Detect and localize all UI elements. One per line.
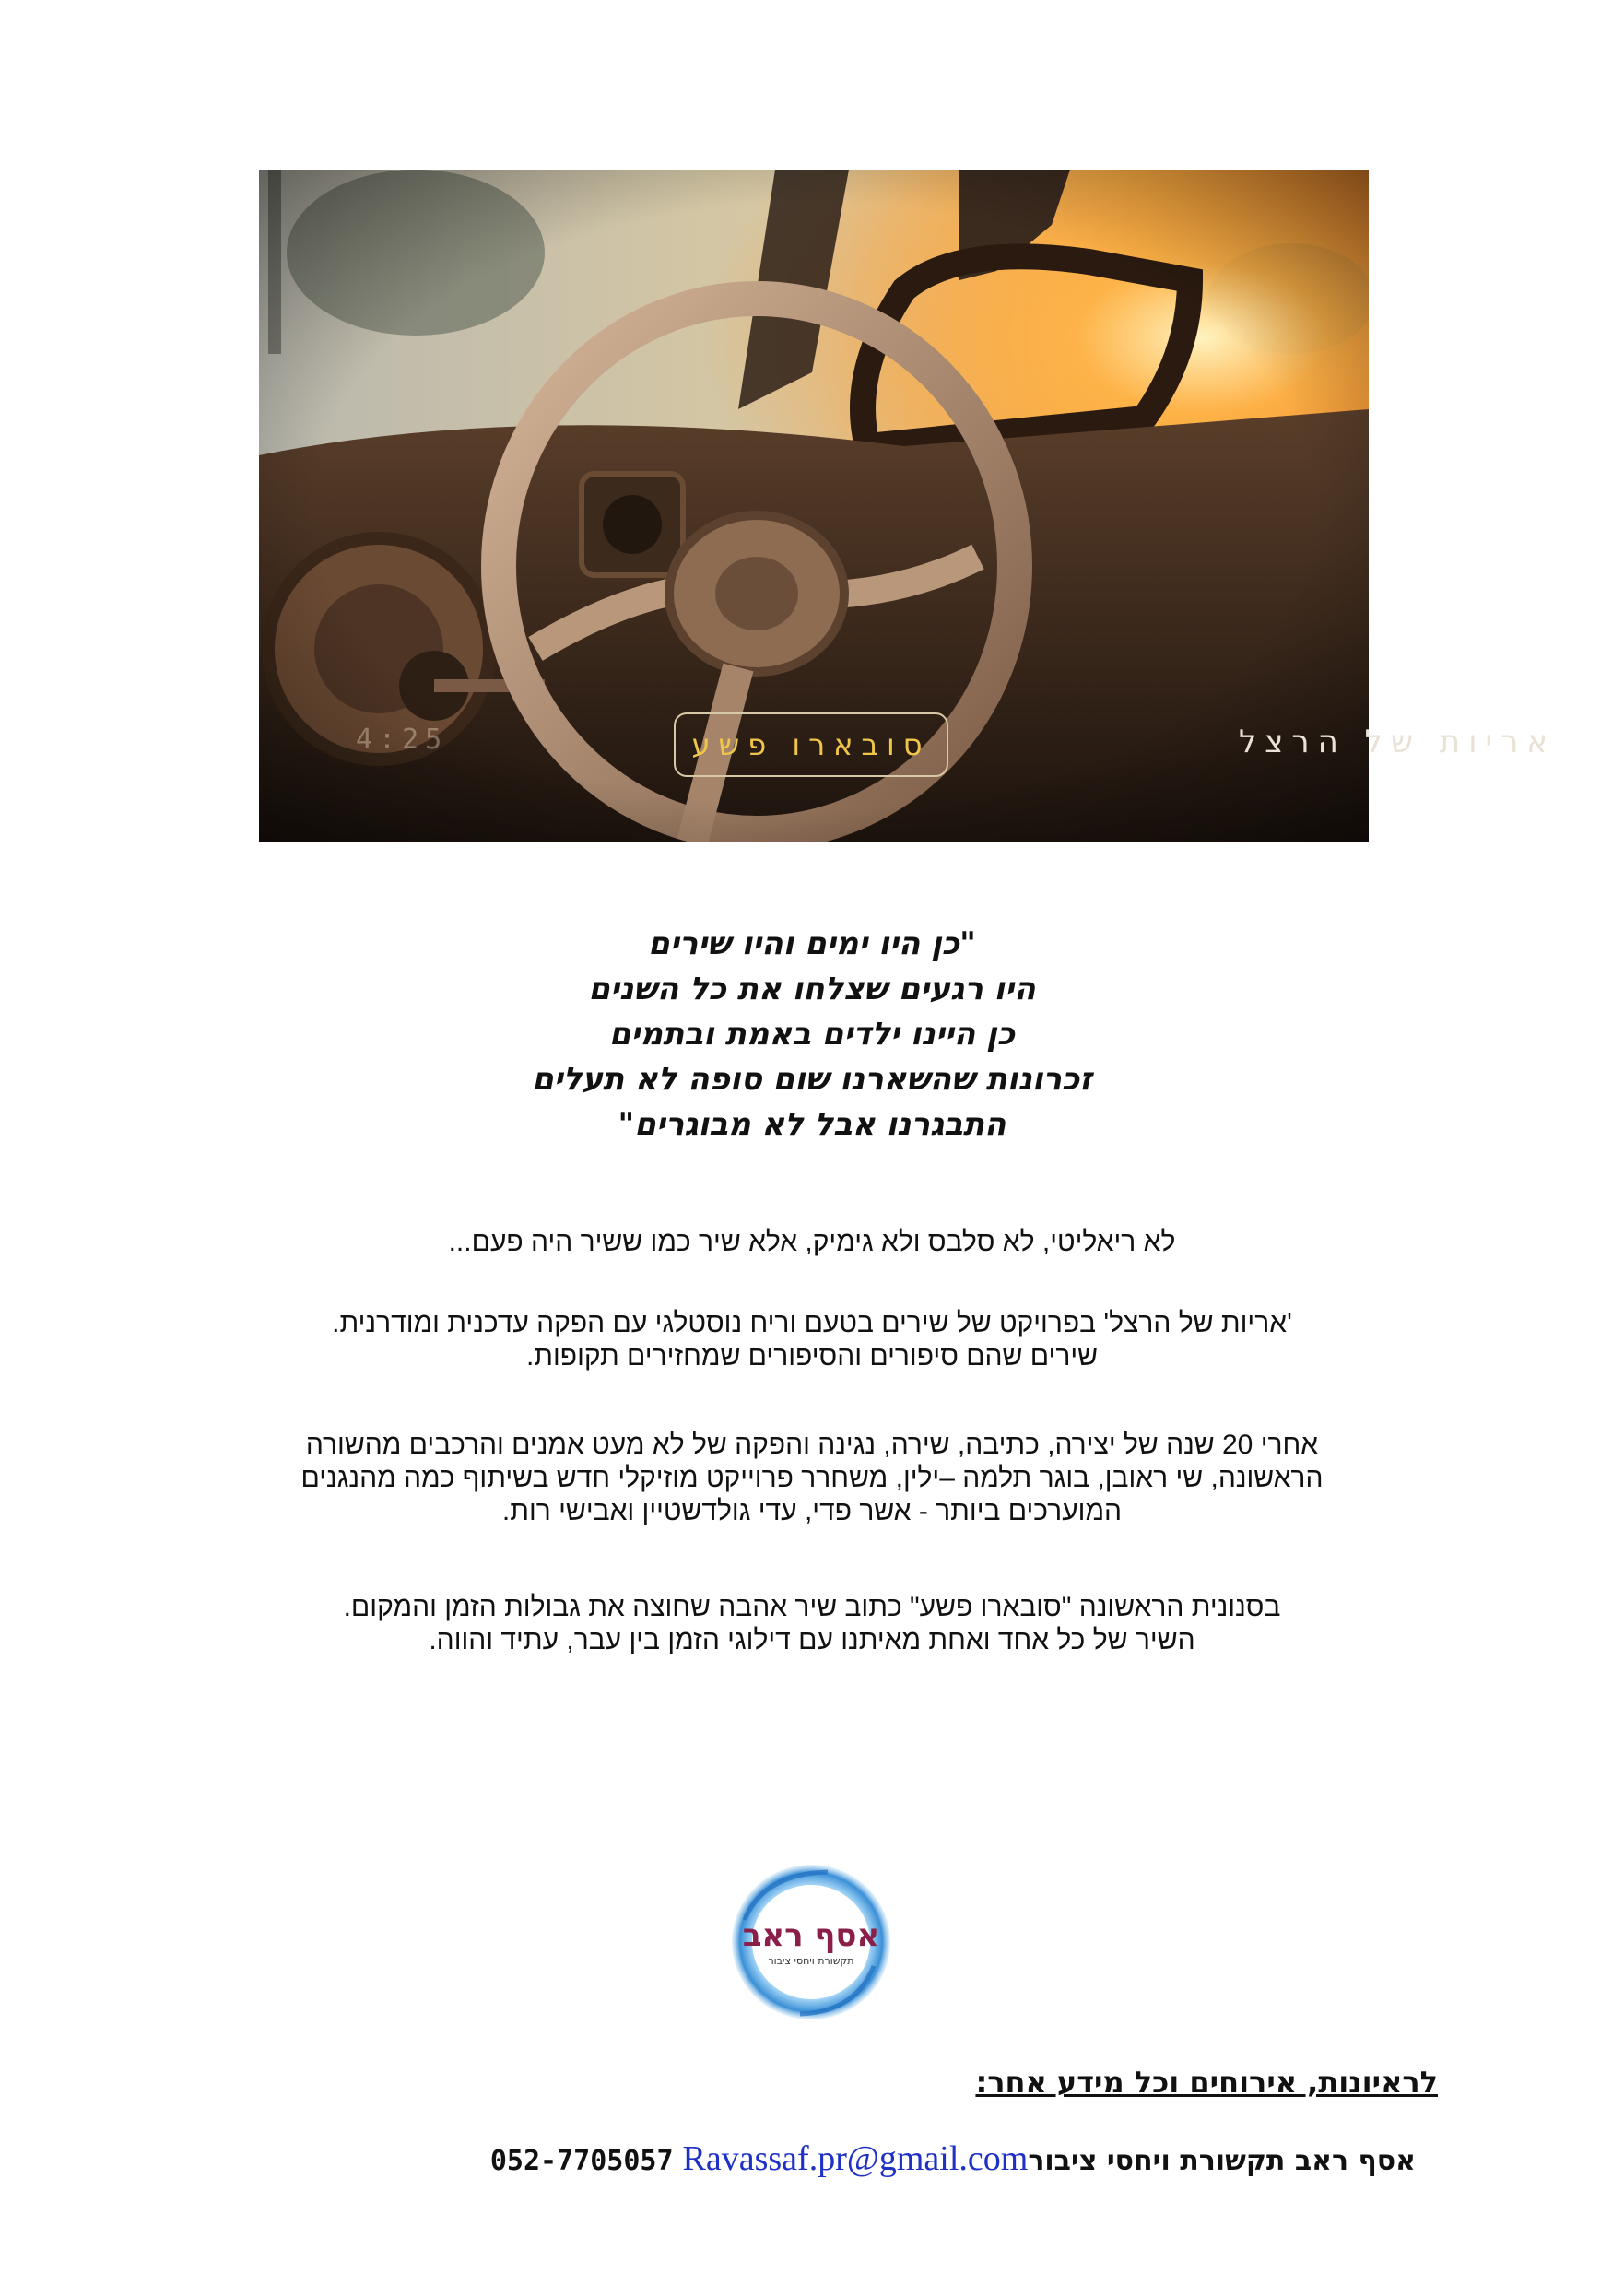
paragraph-intro	[0, 1226, 1624, 1259]
contact-line	[481, 2138, 1416, 2179]
hero-song-title: אריות של הרצל	[1238, 724, 1556, 760]
lyrics-quote	[0, 922, 1624, 1148]
quote-line: זכרונות שהשארנו שום סופה לא תעלים	[532, 1061, 1092, 1098]
logo-tagline: תקשורת ויחסי ציבור	[768, 1955, 854, 1967]
paragraph-line: לא ריאליטי, לא סלבס ולא גימיק, אלא שיר כמו ששיר היה פעם...	[448, 1227, 1176, 1257]
logo-ring-icon	[726, 1855, 896, 2029]
logo-name: אסף ראב	[742, 1917, 880, 1954]
quote-line: "כן היו ימים והיו שירים	[648, 925, 976, 962]
contact-phone[interactable]: 052-7705057	[489, 2145, 674, 2177]
paragraph-line: הראשונה, שי ראובן, בוגר תלמה –ילין, משחרר פרוייקט מוזיקלי חדש בשיתוף כמה מהנגנים	[300, 1463, 1324, 1493]
paragraph-line: שירים שהם סיפורים והסיפורים שמחזירים תקופות.	[525, 1341, 1099, 1372]
quote-line: היו רגעים שצלחו את כל השנים	[588, 971, 1036, 1007]
hero-song-badge	[674, 712, 948, 777]
paragraph-artist	[0, 1429, 1624, 1528]
pr-agency-logo	[726, 1855, 896, 2029]
hero-time-display: 4:25	[356, 724, 449, 756]
quote-line: כן היינו ילדים באמת ובתמים	[608, 1016, 1016, 1053]
hero-badge-label: סובארו פשע	[691, 727, 931, 762]
paragraph-line: בסנונית הראשונה "סובארו פשע" כתוב שיר אהבה שחוצה את גבולות הזמן והמקום.	[343, 1592, 1281, 1622]
paragraph-project	[0, 1307, 1624, 1373]
paragraph-line: השיר של כל אחד ואחת מאיתנו עם דילוגי הזמן בין עבר, עתיד והווה.	[429, 1625, 1195, 1655]
paragraph-line: המוערכים ביותר - אשר פדי, עדי גולדשטיין ואבישי רות.	[501, 1496, 1123, 1526]
paragraph-single	[0, 1591, 1624, 1657]
paragraph-line: 'אריות של הרצל' בפרויקט של שירים בטעם וריח נוסטלגי עם הפקה עדכנית ומודרנית.	[332, 1308, 1292, 1338]
contact-email-link[interactable]: Ravassaf.pr@gmail.com	[682, 2139, 1029, 2178]
paragraph-line: אחרי 20 שנה של יצירה, כתיבה, שירה, נגינה והפקה של לא מעט אמנים והרכבים מהשורה	[305, 1430, 1319, 1460]
contact-heading: לראיונות, אירוחים וכל מידע אחר:	[975, 2065, 1438, 2100]
contact-name: אסף ראב תקשורת ויחסי ציבור	[1028, 2145, 1416, 2177]
quote-line: התבגרנו אבל לא מבוגרים"	[618, 1106, 1006, 1143]
